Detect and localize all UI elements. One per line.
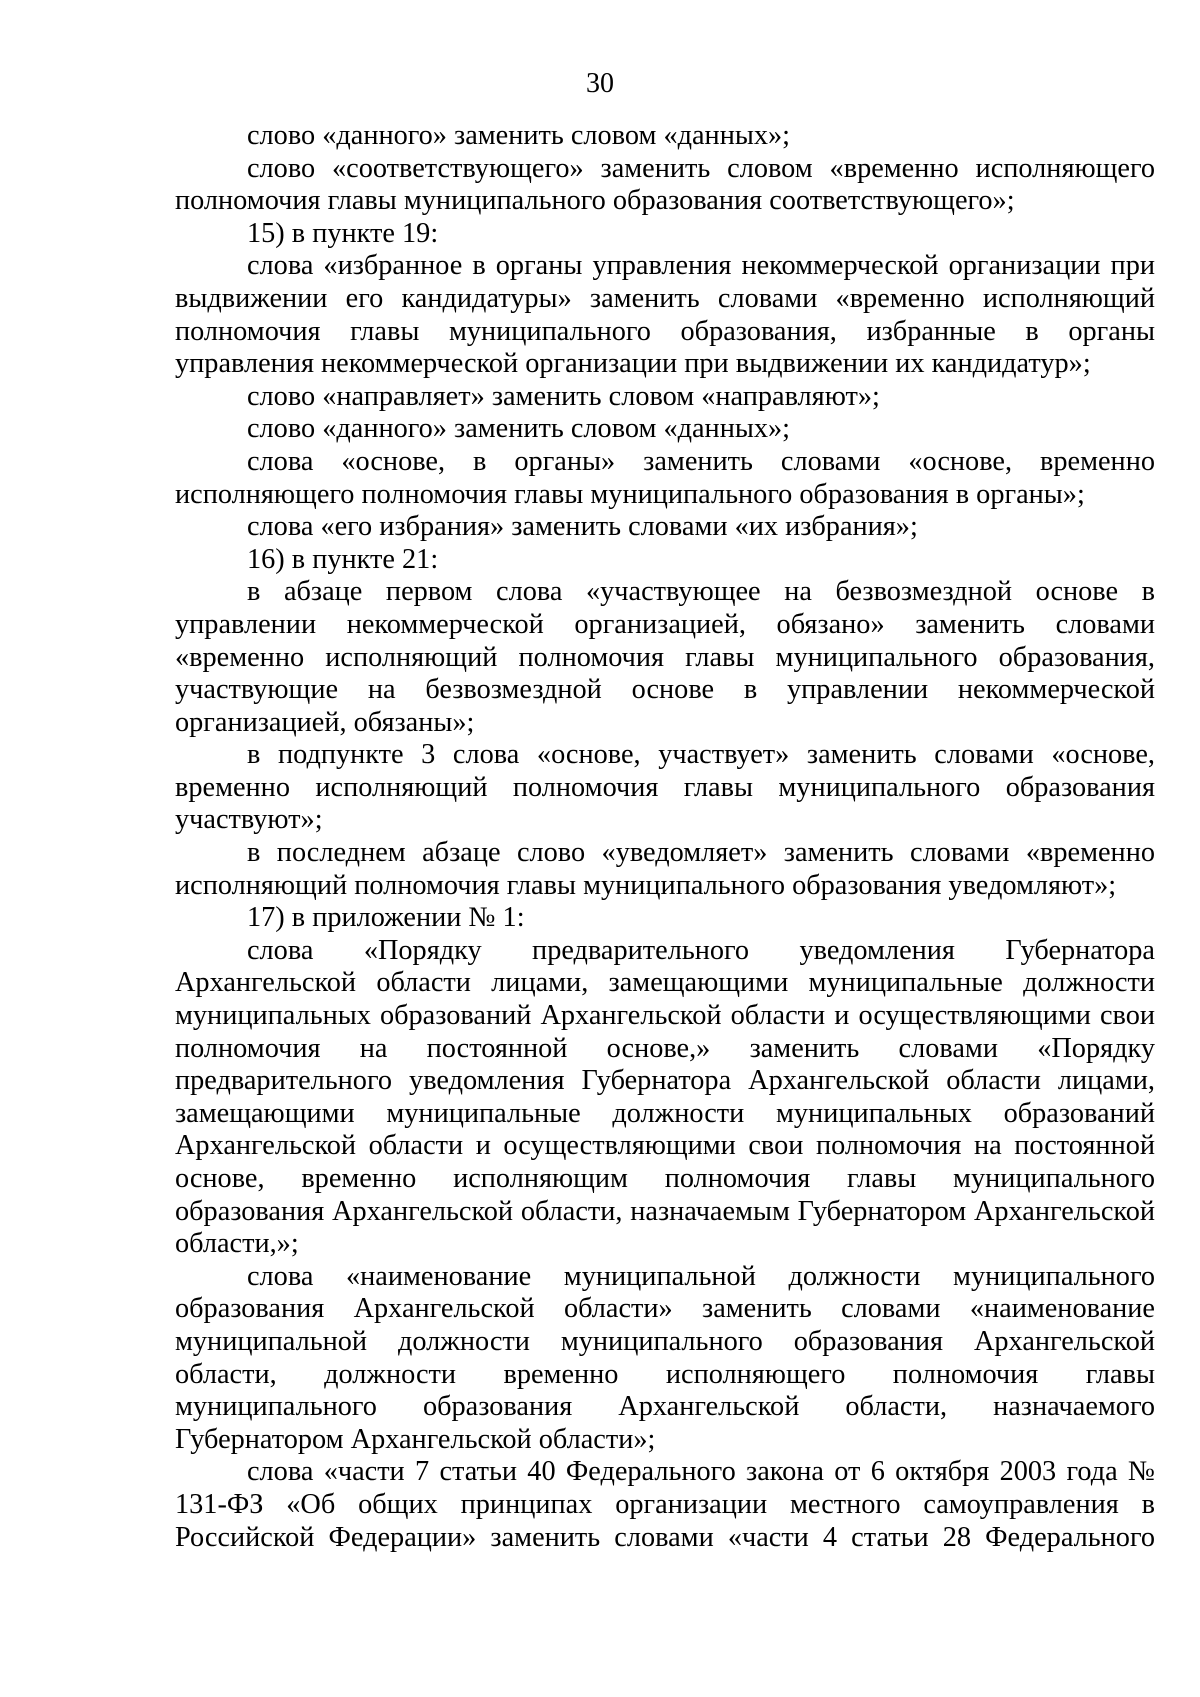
- paragraph: слова «наименование муниципальной должности муниципального образования Архангельской области» заменить словами «наименование муниципальной должности муниципального образования Архангельской области, должности временно исполняющего полномочия главы муниципального образования Архангельской области, назначаемого Губернатором Архангельской области»;: [175, 1260, 1155, 1455]
- paragraph: слово «данного» заменить словом «данных»;: [247, 120, 791, 151]
- paragraph: 17) в приложении № 1:: [247, 902, 525, 934]
- paragraph: слово «направляет» заменить словом «направляют»;: [247, 380, 880, 412]
- paragraph: в последнем абзаце слово «уведомляет» заменить словами «временно исполняющий полномочия главы муниципального образования уведомляют»;: [175, 837, 1155, 901]
- paragraph: слова «его избрания» заменить словами «их избрания»;: [247, 511, 918, 543]
- document-body: [175, 120, 1155, 1554]
- paragraph: слово «соответствующего» заменить словом «временно исполняющего полномочия главы муниципального образования соответствующего»;: [175, 152, 1155, 217]
- paragraph: слова «части 7 статьи 40 Федерального закона от 6 октября 2003 года № 131-ФЗ «Об общих принципах организации местного самоуправления в Российской Федерации» заменить словами «части 4 статьи 28 Федерального: [175, 1456, 1155, 1553]
- paragraph: слова «Порядку предварительного уведомления Губернатора Архангельской области лицами, замещающими муниципальные должности муниципальных образований Архангельской области и осуществляющими свои полномочия на постоянной основе,» заменить словами «Порядку предварительного уведомления Губернатора Архангельской области лицами, замещающими муниципальные должности муниципальных образований Архангельской области и осуществляющими свои полномочия на постоянной основе, временно исполняющим полномочия главы муниципального образования Архангельской области, назначаемым Губернатором Архангельской области,»;: [175, 934, 1155, 1260]
- paragraph: 15) в пункте 19:: [247, 217, 439, 249]
- page-number: 30: [586, 68, 614, 99]
- paragraph: слова «основе, в органы» заменить словами «основе, временно исполняющего полномочия главы муниципального образования в органы»;: [175, 445, 1155, 510]
- paragraph: в абзаце первом слова «участвующее на безвозмездной основе в управлении некоммерческой организацией, обязано» заменить словами «временно исполняющий полномочия главы муниципального образования, участвующие на безвозмездной основе в управлении некоммерческой организацией, обязаны»;: [175, 576, 1155, 738]
- paragraph: 16) в пункте 21:: [247, 543, 439, 575]
- paragraph: в подпункте 3 слова «основе, участвует» заменить словами «основе, временно исполняющий полномочия главы муниципального образования участвуют»;: [175, 739, 1155, 836]
- paragraph: слова «избранное в органы управления некоммерческой организации при выдвижении его кандидатуры» заменить словами «временно исполняющий полномочия главы муниципального образования, избранные в органы управления некоммерческой организации при выдвижении их кандидатур»;: [175, 250, 1155, 380]
- paragraph: слово «данного» заменить словом «данных»;: [247, 413, 791, 445]
